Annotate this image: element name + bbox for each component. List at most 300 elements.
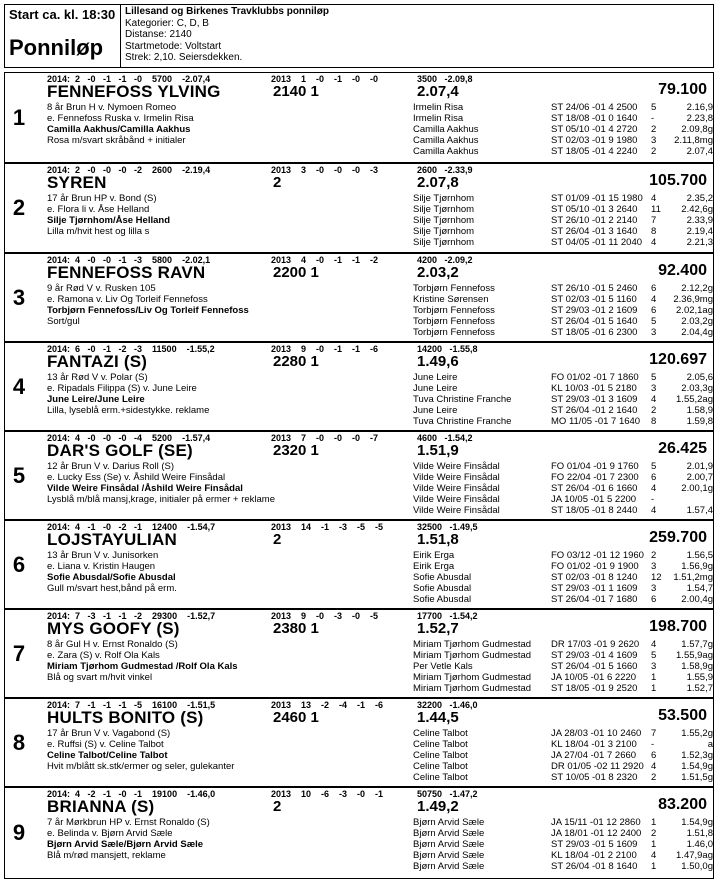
stats-2013: 2013 1 -0 -1 -0 -0 — [271, 74, 379, 84]
total-earnings: 105.700 — [649, 172, 707, 189]
driver-trainer: Torbjørn Fennefoss/Liv Og Torleif Fennefoss — [47, 305, 249, 316]
stats-total: 50750 -1.47,2 — [417, 789, 478, 799]
race-time: 1.54,9g — [681, 817, 713, 828]
stats-2014: 2014: 4 -0 -0 -1 -3 5800 -2.02,1 — [47, 255, 211, 265]
race-track-date: JA 18/01 -01 12 2400 — [551, 828, 642, 839]
stats-2013: 2013 10 -6 -3 -0 -1 — [271, 789, 384, 799]
race-time: 2.03,2g — [681, 316, 713, 327]
race-time: a — [707, 739, 713, 750]
stats-2013: 2013 7 -0 -0 -0 -7 — [271, 433, 379, 443]
race-placing: 4 — [651, 394, 657, 405]
race-time: 1.55,9 — [686, 672, 713, 683]
race-time: 2.19,4 — [686, 226, 713, 237]
stats-total: 32500 -1.49,5 — [417, 522, 478, 532]
race-record — [413, 461, 713, 472]
horse-entry — [4, 698, 714, 787]
race-placing: 2 — [651, 550, 657, 561]
race-driver: Torbjørn Fennefoss — [413, 327, 495, 338]
race-driver: Torbjørn Fennefoss — [413, 316, 495, 327]
race-driver: Vilde Weire Finsådal — [413, 461, 500, 472]
race-placing: 5 — [651, 102, 657, 113]
race-placing: 6 — [651, 472, 657, 483]
breeding-owner: e. Lucky Ess (Se) v. Åshild Weire Finsådal — [47, 472, 226, 483]
race-driver: Celine Talbot — [413, 728, 468, 739]
race-placing: 3 — [651, 135, 657, 146]
race-record — [413, 572, 713, 583]
distance-track: 2 — [273, 174, 282, 191]
race-driver: Silje Tjørnhom — [413, 226, 475, 237]
total-earnings: 53.500 — [658, 707, 707, 724]
race-info-line: Startmetode: Voltstart — [125, 40, 222, 52]
race-track-date: DR 17/03 -01 9 2620 — [551, 639, 640, 650]
race-record — [413, 305, 713, 316]
race-record — [413, 204, 713, 215]
race-placing: 5 — [651, 461, 657, 472]
race-track-date: ST 29/03 -01 2 1609 — [551, 305, 638, 316]
race-time: 1.58,9g — [681, 661, 713, 672]
stats-total: 32200 -1.46,0 — [417, 700, 478, 710]
horse-entry — [4, 163, 714, 253]
race-driver: Sofie Abusdal — [413, 594, 472, 605]
race-info-line: Kategorier: C, D, B — [125, 17, 209, 29]
horse-details: 8 år Gul H v. Ernst Ronaldo (S) — [47, 639, 178, 650]
race-placing: 3 — [651, 383, 657, 394]
horse-name: BRIANNA (S) — [47, 797, 155, 816]
driver-trainer: Miriam Tjørhom Gudmestad /Rolf Ola Kals — [47, 661, 238, 672]
race-track-date: JA 10/05 -01 5 2200 — [551, 494, 637, 505]
race-header — [4, 4, 714, 68]
race-time: 2.01,9 — [686, 461, 713, 472]
race-track-date: FO 01/02 -01 7 1860 — [551, 372, 639, 383]
silks-description: Blå og svart m/hvit vinkel — [47, 672, 153, 683]
race-placing: - — [651, 739, 655, 750]
race-record — [413, 672, 713, 683]
race-record — [413, 327, 713, 338]
horse-entry — [4, 431, 714, 520]
horse-entry — [4, 253, 714, 342]
race-driver: Per Vetle Kals — [413, 661, 473, 672]
silks-description: Gull m/svart hest,bånd på erm. — [47, 583, 177, 594]
stats-2013: 2013 9 -0 -1 -1 -6 — [271, 344, 379, 354]
race-driver: Irmelin Risa — [413, 102, 464, 113]
race-placing: 1 — [651, 861, 657, 872]
race-info-line: Distanse: 2140 — [125, 29, 192, 40]
race-track-date: ST 29/03 -01 4 1609 — [551, 650, 638, 661]
breeding-owner: e. Belinda v. Bjørn Arvid Sæle — [47, 828, 173, 839]
race-placing: 1 — [651, 672, 657, 683]
race-record — [413, 728, 713, 739]
race-record — [413, 193, 713, 204]
race-driver: Vilde Weire Finsådal — [413, 494, 500, 505]
race-placing: 2 — [651, 772, 657, 783]
race-time: 2.23,8 — [686, 113, 713, 124]
best-time: 2.03,2 — [417, 264, 459, 281]
race-track-date: ST 02/03 -01 5 1160 — [551, 294, 637, 305]
horse-name: DAR'S GOLF (SE) — [47, 441, 193, 460]
race-track-date: ST 05/10 -01 3 2640 — [551, 204, 638, 215]
horse-entry — [4, 609, 714, 698]
driver-trainer: Vilde Weire Finsådal /Åshild Weire Finsådal — [47, 483, 243, 494]
driver-trainer: Bjørn Arvid Sæle/Bjørn Arvid Sæle — [47, 839, 204, 850]
silks-description: Lilla, lyseblå erm.+sidestykke. reklame — [47, 405, 210, 416]
stats-2013: 2013 3 -0 -0 -0 -3 — [271, 165, 379, 175]
race-driver: Kristine Sørensen — [413, 294, 489, 305]
race-track-date: ST 26/10 -01 2 2140 — [551, 215, 638, 226]
race-record — [413, 283, 713, 294]
best-time: 1.51,9 — [417, 442, 459, 459]
race-track-date: FO 01/02 -01 9 1900 — [551, 561, 639, 572]
race-record — [413, 550, 713, 561]
race-record — [413, 772, 713, 783]
race-placing: 6 — [651, 594, 657, 605]
race-placing: 12 — [651, 572, 662, 583]
race-time: 2.35,2 — [686, 193, 713, 204]
stats-2013: 2013 14 -1 -3 -5 -5 — [271, 522, 384, 532]
race-time: 1.51,8 — [686, 828, 713, 839]
silks-description: Lysblå m/blå mansj,krage, initialer på ermer + reklame — [47, 494, 276, 505]
breeding-owner: e. Ramona v. Liv Og Torleif Fennefoss — [47, 294, 208, 305]
stats-2014: 2014: 2 -0 -0 -0 -2 2600 -2.19,4 — [47, 165, 211, 175]
race-placing: 2 — [651, 146, 657, 157]
race-placing: 3 — [651, 327, 657, 338]
start-number: 6 — [12, 552, 26, 577]
race-record — [413, 135, 713, 146]
race-placing: 8 — [651, 416, 657, 427]
race-track-date: ST 26/10 -01 5 2460 — [551, 283, 638, 294]
race-time: 2.11,8mg — [674, 135, 713, 146]
start-number: 7 — [12, 641, 26, 666]
race-header-left — [5, 5, 121, 67]
race-track-date: ST 24/06 -01 4 2500 — [551, 102, 638, 113]
breeding-owner: e. Ripadals Filippa (S) v. June Leire — [47, 383, 197, 394]
best-time: 2.07,8 — [417, 174, 459, 191]
race-placing: 2 — [651, 124, 657, 135]
race-category-title: Ponniløp — [9, 35, 104, 60]
race-placing: 4 — [651, 294, 657, 305]
race-time: 2.05,6 — [686, 372, 713, 383]
start-number: 4 — [12, 374, 26, 399]
race-record — [413, 383, 713, 394]
race-time: 1.50,0g — [681, 861, 713, 872]
horse-details: 13 år Rød V v. Polar (S) — [47, 372, 148, 383]
race-track-date: ST 10/05 -01 8 2320 — [551, 772, 638, 783]
horse-name: HULTS BONITO (S) — [47, 708, 204, 727]
race-placing: 4 — [651, 483, 657, 494]
race-placing: 2 — [651, 828, 657, 839]
race-record — [413, 683, 713, 694]
race-record — [413, 372, 713, 383]
best-time: 1.52,7 — [417, 620, 459, 637]
race-record — [413, 650, 713, 661]
horse-entry — [4, 520, 714, 609]
race-track-date: ST 29/03 -01 1 1609 — [551, 583, 638, 594]
race-record — [413, 861, 713, 872]
race-driver: Silje Tjørnhom — [413, 215, 475, 226]
race-driver: Bjørn Arvid Sæle — [413, 850, 485, 861]
race-time: 1.52,7 — [686, 683, 713, 694]
horse-name: SYREN — [47, 173, 107, 192]
race-placing: 2 — [651, 405, 657, 416]
race-record — [413, 594, 713, 605]
race-record — [413, 294, 713, 305]
race-track-date: ST 26/04 -01 7 1680 — [551, 594, 638, 605]
start-number: 9 — [12, 820, 26, 845]
race-driver: Eirik Erga — [413, 561, 455, 572]
race-driver: June Leire — [413, 405, 458, 416]
race-placing: 11 — [651, 204, 661, 215]
race-record — [413, 583, 713, 594]
race-record — [413, 102, 713, 113]
race-record — [413, 215, 713, 226]
race-placing: 5 — [651, 372, 657, 383]
race-placing: 4 — [651, 505, 657, 516]
race-track-date: ST 26/04 -01 6 1660 — [551, 483, 638, 494]
race-record — [413, 739, 713, 750]
race-track-date: JA 15/11 -01 12 2860 — [551, 817, 641, 828]
start-time: Start ca. kl. 18:30 — [9, 7, 116, 22]
race-track-date: ST 01/09 -01 15 1980 — [551, 193, 643, 204]
race-track-date: ST 18/05 -01 4 2240 — [551, 146, 638, 157]
race-time: 1.51,2mg — [673, 572, 713, 583]
race-track-date: MO 11/05 -01 7 1640 — [551, 416, 641, 427]
distance-track: 2280 1 — [273, 353, 319, 370]
race-record — [413, 828, 713, 839]
race-record — [413, 494, 713, 505]
stats-2014: 2014: 7 -3 -1 -1 -2 29300 -1.52,7 — [47, 611, 216, 621]
race-placing: 4 — [651, 850, 657, 861]
race-driver: Silje Tjørnhom — [413, 193, 475, 204]
race-driver: Camilla Aakhus — [413, 146, 479, 157]
race-time: 1.51,5g — [681, 772, 713, 783]
start-number: 2 — [12, 195, 26, 220]
race-time: 1.54,7 — [686, 583, 713, 594]
stats-total: 3500 -2.09,8 — [417, 74, 473, 84]
driver-trainer: Camilla Aakhus/Camilla Aakhus — [47, 124, 191, 135]
race-driver: Silje Tjørnhom — [413, 237, 475, 248]
race-driver: Celine Talbot — [413, 772, 468, 783]
horse-name: FENNEFOSS RAVN — [47, 263, 206, 282]
breeding-owner: e. Liana v. Kristin Haugen — [47, 561, 156, 572]
total-earnings: 26.425 — [658, 440, 707, 457]
race-placing: 6 — [651, 305, 657, 316]
horse-details: 13 år Brun V v. Junisorken — [47, 550, 159, 561]
race-track-date: DR 01/05 -02 11 2920 — [551, 761, 644, 772]
race-track-date: JA 28/03 -01 10 2460 — [551, 728, 642, 739]
race-placing: - — [651, 494, 655, 505]
horse-details: 8 år Brun H v. Nymoen Romeo — [47, 102, 177, 113]
race-driver: Torbjørn Fennefoss — [413, 305, 495, 316]
race-track-date: KL 18/04 -01 3 2100 — [551, 739, 637, 750]
race-track-date: ST 26/04 -01 3 1640 — [551, 226, 638, 237]
horse-details: 9 år Rød V v. Rusken 105 — [47, 283, 156, 294]
race-driver: Miriam Tjørhom Gudmestad — [413, 672, 532, 683]
stats-2014: 2014: 4 -1 -0 -2 -1 12400 -1.54,7 — [47, 522, 216, 532]
race-placing: 4 — [651, 237, 657, 248]
race-driver: Tuva Christine Franche — [413, 416, 512, 427]
best-time: 1.49,6 — [417, 353, 459, 370]
distance-track: 2 — [273, 798, 282, 815]
race-time: 2.02,1ag — [676, 305, 713, 316]
best-time: 1.44,5 — [417, 709, 459, 726]
race-track-date: ST 26/04 -01 8 1640 — [551, 861, 638, 872]
race-placing: 3 — [651, 661, 657, 672]
start-number: 5 — [12, 463, 26, 488]
stats-total: 17700 -1.54,2 — [417, 611, 478, 621]
race-time: 2.00,1g — [681, 483, 713, 494]
race-time: 2.07,4 — [686, 146, 713, 157]
race-time: 2.33,9 — [686, 215, 713, 226]
start-number: 8 — [12, 730, 26, 755]
race-track-date: ST 18/05 -01 6 2300 — [551, 327, 638, 338]
race-driver: Tuva Christine Franche — [413, 394, 512, 405]
race-record — [413, 237, 713, 248]
race-record — [413, 505, 713, 516]
total-earnings: 79.100 — [658, 81, 707, 98]
race-driver: Silje Tjørnhom — [413, 204, 475, 215]
best-time: 1.49,2 — [417, 798, 459, 815]
race-time: 1.56,5 — [686, 550, 713, 561]
race-time: 2.21,3 — [686, 237, 713, 248]
race-track-date: ST 02/03 -01 9 1980 — [551, 135, 638, 146]
driver-trainer: Celine Talbot/Celine Talbot — [47, 750, 168, 761]
race-record — [413, 561, 713, 572]
race-time: 2.42,6g — [681, 204, 713, 215]
race-track-date: ST 26/04 -01 5 1640 — [551, 316, 638, 327]
race-driver: Sofie Abusdal — [413, 572, 472, 583]
race-record — [413, 124, 713, 135]
race-placing: 6 — [651, 750, 657, 761]
breeding-owner: e. Zara (S) v. Rolf Ola Kals — [47, 650, 160, 661]
stats-2014: 2014: 6 -0 -1 -2 -3 11500 -1.55,2 — [47, 344, 215, 354]
race-track-date: KL 18/04 -01 2 2100 — [551, 850, 637, 861]
race-driver: Torbjørn Fennefoss — [413, 283, 495, 294]
race-placing: 4 — [651, 761, 657, 772]
race-placing: 4 — [651, 639, 657, 650]
race-record — [413, 661, 713, 672]
race-time: 2.09,8g — [681, 124, 713, 135]
race-record — [413, 850, 713, 861]
silks-description: Blå m/rød mansjett, reklame — [47, 850, 166, 861]
driver-trainer: Silje Tjørnhom/Åse Helland — [47, 215, 170, 226]
race-track-date: ST 18/05 -01 9 2520 — [551, 683, 638, 694]
breeding-owner: e. Fennefoss Ruska v. Irmelin Risa — [47, 113, 194, 124]
race-driver: Eirik Erga — [413, 550, 455, 561]
horse-entry — [4, 787, 714, 879]
race-record — [413, 750, 713, 761]
distance-track: 2 — [273, 531, 282, 548]
stats-total: 4600 -1.54,2 — [417, 433, 473, 443]
stats-2013: 2013 4 -0 -1 -1 -2 — [271, 255, 379, 265]
start-number: 3 — [12, 285, 26, 310]
race-time: 1.58,9 — [686, 405, 713, 416]
race-time: 1.57,7g — [681, 639, 713, 650]
race-track-date: ST 18/05 -01 8 2440 — [551, 505, 638, 516]
race-track-date: KL 10/03 -01 5 2180 — [551, 383, 637, 394]
race-time: 2.00,4g — [681, 594, 713, 605]
race-time: 1.55,2ag — [676, 394, 713, 405]
horse-name: FANTAZI (S) — [47, 352, 148, 371]
race-driver: Bjørn Arvid Sæle — [413, 828, 485, 839]
distance-track: 2200 1 — [273, 264, 319, 281]
total-earnings: 198.700 — [649, 618, 707, 635]
race-time: 1.57,4 — [686, 505, 713, 516]
race-track-date: ST 18/08 -01 0 1640 — [551, 113, 638, 124]
distance-track: 2140 1 — [273, 83, 319, 100]
race-record — [413, 472, 713, 483]
stats-total: 4200 -2.09,2 — [417, 255, 473, 265]
race-track-date: ST 04/05 -01 11 2040 — [551, 237, 643, 248]
silks-description: Hvit m/blått sk.stk/ermer og seler, gulekanter — [47, 761, 235, 772]
driver-trainer: June Leire/June Leire — [47, 394, 145, 405]
race-placing: 6 — [651, 283, 657, 294]
stats-2013: 2013 9 -0 -3 -0 -5 — [271, 611, 379, 621]
race-track-date: FO 22/04 -01 7 2300 — [551, 472, 639, 483]
race-time: 2.36,9mg — [673, 294, 713, 305]
race-driver: Irmelin Risa — [413, 113, 464, 124]
race-record — [413, 394, 713, 405]
race-record — [413, 316, 713, 327]
race-placing: 1 — [651, 817, 657, 828]
race-driver: June Leire — [413, 372, 458, 383]
race-time: 1.46,0 — [686, 839, 713, 850]
stats-2014: 2014: 7 -1 -1 -1 -5 16100 -1.51,5 — [47, 700, 216, 710]
race-placing: 8 — [651, 226, 657, 237]
total-earnings: 120.697 — [649, 351, 707, 368]
stats-total: 14200 -1.55,8 — [417, 344, 478, 354]
race-driver: Bjørn Arvid Sæle — [413, 861, 485, 872]
race-track-date: ST 05/10 -01 4 2720 — [551, 124, 638, 135]
total-earnings: 259.700 — [649, 529, 707, 546]
race-record — [413, 146, 713, 157]
distance-track: 2460 1 — [273, 709, 319, 726]
stats-total: 2600 -2.33,9 — [417, 165, 473, 175]
race-driver: Celine Talbot — [413, 750, 468, 761]
horse-details: 17 år Brun V v. Vagabond (S) — [47, 728, 171, 739]
race-track-date: ST 26/04 -01 2 1640 — [551, 405, 638, 416]
stats-2013: 2013 13 -2 -4 -1 -6 — [271, 700, 384, 710]
stats-2014: 2014: 2 -0 -1 -1 -0 5700 -2.07,4 — [47, 74, 211, 84]
race-info — [125, 6, 329, 64]
race-placing: 1 — [651, 839, 657, 850]
race-placing: 5 — [651, 650, 657, 661]
race-driver: Camilla Aakhus — [413, 124, 479, 135]
race-time: 2.04,4g — [681, 327, 713, 338]
race-placing: 3 — [651, 583, 657, 594]
race-driver: Miriam Tjørhom Gudmestad — [413, 683, 532, 694]
race-track-date: FO 03/12 -01 12 1960 — [551, 550, 644, 561]
race-time: 1.54,9g — [681, 761, 713, 772]
race-time: 2.00,7 — [686, 472, 713, 483]
race-record — [413, 761, 713, 772]
race-driver: Miriam Tjørhom Gudmestad — [413, 639, 532, 650]
race-driver: Celine Talbot — [413, 739, 468, 750]
stats-2014: 2014: 4 -2 -1 -0 -1 19100 -1.46,0 — [47, 789, 216, 799]
horse-name: FENNEFOSS YLVING — [47, 82, 221, 101]
total-earnings: 83.200 — [658, 796, 707, 813]
race-record — [413, 639, 713, 650]
race-driver: Vilde Weire Finsådal — [413, 472, 500, 483]
distance-track: 2380 1 — [273, 620, 319, 637]
race-record — [413, 483, 713, 494]
race-time: 2.12,2g — [681, 283, 713, 294]
race-record — [413, 113, 713, 124]
race-time: 1.47,9ag — [676, 850, 713, 861]
race-track-date: JA 10/05 -01 6 2220 — [551, 672, 637, 683]
race-driver: Miriam Tjørhom Gudmestad — [413, 650, 532, 661]
race-placing: 7 — [651, 728, 657, 739]
race-record — [413, 817, 713, 828]
best-time: 2.07,4 — [417, 83, 459, 100]
